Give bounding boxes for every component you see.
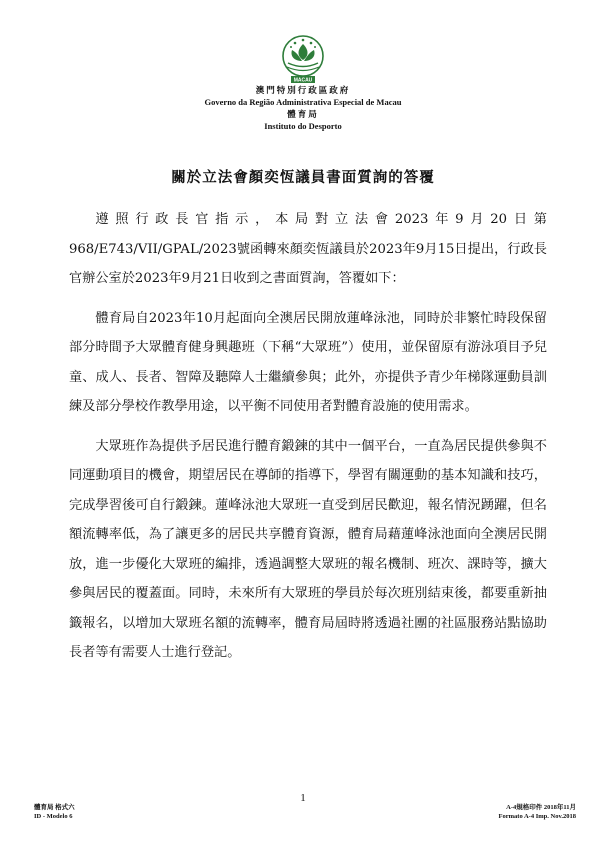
page-number: 1 — [300, 792, 306, 804]
footer-form-code — [34, 803, 75, 821]
footer-left-zh: 體育局 格式六 — [34, 804, 75, 811]
dept-name-zh: 體育局 — [287, 109, 319, 119]
dept-name-pt: Instituto do Desporto — [264, 121, 342, 131]
paragraph-intro: 遵照行政長官指示，本局對立法會2023年9月20日第968/E743/VII/GPAL/2023號函轉來顏奕恆議員於2023年9月15日提出，行政長官辦公室於2023年9月21日收到之書面質詢，答覆如下： — [69, 212, 547, 286]
document-title: 關於立法會顏奕恆議員書面質詢的答覆 — [171, 170, 435, 186]
document-body — [69, 205, 547, 678]
gov-name-pt: Governo da Região Administrativa Especial de Macau — [204, 97, 402, 107]
footer-right-pt: Formato A-4 Imp. Nov.2018 — [498, 813, 576, 820]
letterhead — [0, 34, 606, 132]
footer-left-pt: ID - Modelo 6 — [34, 813, 73, 820]
gov-name-zh: 澳門特別行政區政府 — [255, 85, 351, 95]
macau-emblem-icon — [273, 34, 333, 84]
paragraph-pool-opening: 體育局自2023年10月起面向全澳居民開放蓮峰泳池，同時於非繁忙時段保留部分時間予大眾體育健身興趣班（下稱“大眾班”）使用，並保留原有游泳項目予兒童、成人、長者、智障及聽障人士繼續參與；此外，亦提供予青少年梯隊運動員訓練及部分學校作教學用途，以平衡不同使用者對體育設施的使用需求。 — [69, 310, 547, 414]
footer-right-zh: A-4規格印件 2018年11月 — [506, 804, 576, 811]
footer-print-info — [499, 803, 576, 821]
emblem-text: MACAU — [293, 77, 313, 84]
paragraph-classes: 大眾班作為提供予居民進行體育鍛鍊的其中一個平台，一直為居民提供參與不同運動項目的機會，期望居民在導師的指導下，學習有關運動的基本知識和技巧，完成學習後可自行鍛鍊。蓮峰泳池大眾班一直受到居民歡迎，報名情況踴躍，但名額流轉率低，為了讓更多的居民共享體育資源，體育局藉蓮峰泳池面向全澳居民開放，進一步優化大眾班的編排，透過調整大眾班的報名機制、班次、課時等，擴大參與居民的覆蓋面。同時，未來所有大眾班的學員於每次班別結束後，都要重新抽籤報名，以增加大眾班名額的流轉率，體育局屆時將透過社團的社區服務站點協助長者等有需要人士進行登記。 — [69, 438, 547, 660]
